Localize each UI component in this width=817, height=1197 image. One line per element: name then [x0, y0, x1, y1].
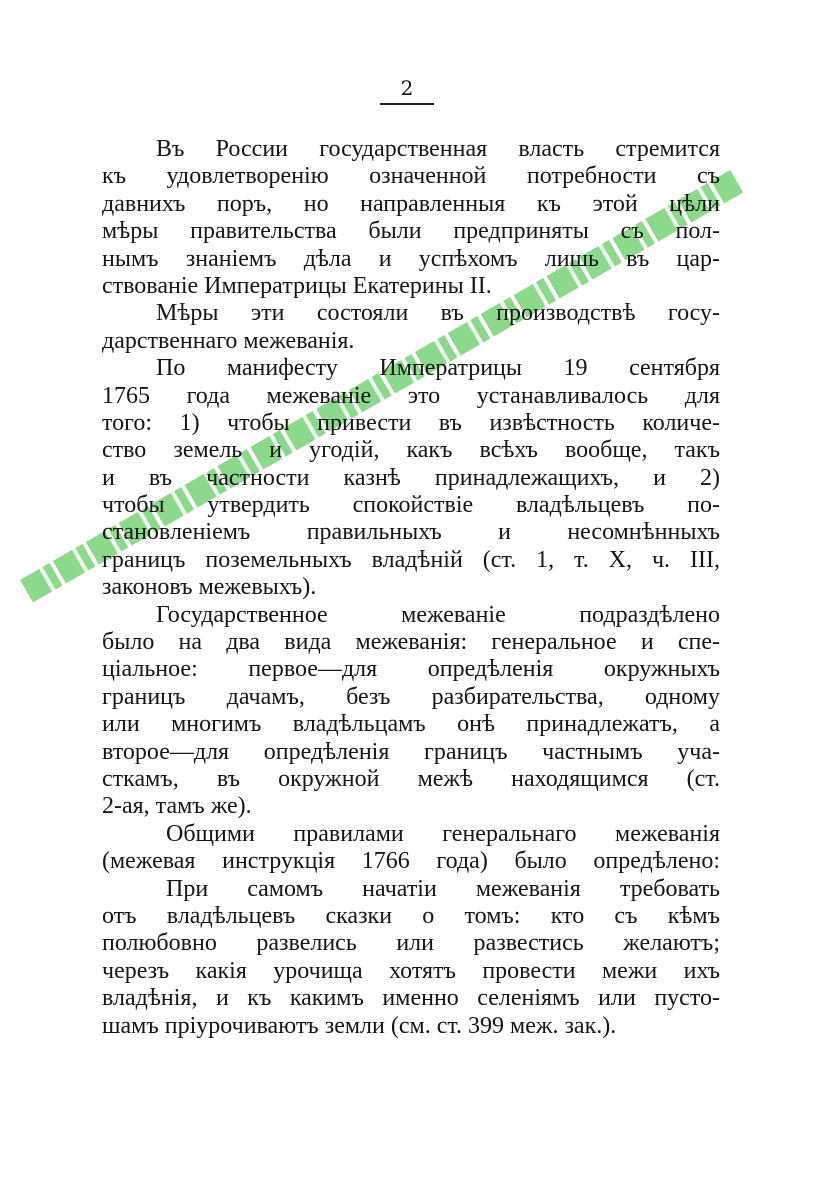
text-line: чтобы утвердить спокойствіе владѣльцевъ по-: [102, 492, 720, 519]
text-line: Государственное межеваніе подраздѣлено: [156, 601, 720, 628]
text-line: 2-ая, тамъ же).: [102, 793, 252, 820]
text-line: давнихъ поръ, но направленныя къ этой цѣли: [102, 190, 720, 217]
text-line: мѣры правительства были предприняты съ пол-: [102, 218, 720, 245]
text-line: 1765 года межеваніе это устанавливалось для: [102, 382, 720, 409]
text-line: границъ поземельныхъ владѣній (ст. 1, т. X, ч. III,: [102, 546, 720, 573]
text-line: черезъ какія урочища хотятъ провести межи ихъ: [102, 957, 720, 984]
text-line: границъ дачамъ, безъ разбирательства, одному: [102, 683, 720, 710]
text-line: (межевая инструкція 1766 года) было опредѣлено:: [102, 848, 720, 875]
text-line: ство земель и угодій, какъ всѣхъ вообще, такъ: [102, 437, 720, 464]
text-line: ствованіе Императрицы Екатерины II.: [102, 272, 492, 299]
text-line: По манифесту Императрицы 19 сентября: [156, 355, 720, 382]
body-text: [102, 136, 720, 1040]
text-line: къ удовлетворенію означенной потребности съ: [102, 163, 720, 190]
text-line: владѣнія, и къ какимъ именно селеніямъ или пусто-: [102, 985, 720, 1012]
text-line: нымъ знаніемъ дѣла и успѣхомъ лишь въ цар-: [102, 245, 720, 272]
text-line: ціальное: первое—для опредѣленія окружныхъ: [102, 656, 720, 683]
text-line: сткамъ, въ окружной межѣ находящимся (ст.: [102, 765, 720, 792]
text-line: или многимъ владѣльцамъ онѣ принадлежатъ, а: [102, 711, 720, 738]
page-number: 2: [400, 76, 414, 100]
text-line: При самомъ начатіи межеванія требовать: [166, 875, 720, 902]
text-line: становленіемъ правильныхъ и несомнѣнныхъ: [102, 519, 720, 546]
text-line: Въ России государственная власть стремится: [156, 136, 720, 162]
text-line: и въ частности казнѣ принадлежащихъ, и 2): [102, 464, 720, 491]
text-line: Мѣры эти состояли въ производствѣ госу-: [156, 300, 720, 327]
page-number-rule: [380, 103, 434, 105]
text-line: было на два вида межеванія: генеральное и спе-: [102, 629, 720, 656]
text-line: Общими правилами генеральнаго межеванія: [166, 820, 720, 847]
text-line: шамъ пріурочиваютъ земли (см. ст. 399 меж. зак.).: [102, 1012, 617, 1039]
text-line: отъ владѣльцевъ сказки о томъ: кто съ кѣмъ: [102, 902, 720, 929]
text-line: второе—для опредѣленія границъ частнымъ уча-: [102, 738, 720, 765]
text-line: того: 1) чтобы привести въ извѣстность количе-: [102, 409, 720, 436]
text-line: законовъ межевыхъ).: [102, 574, 317, 601]
text-line: дарственнаго межеванія.: [102, 327, 355, 354]
text-line: полюбовно развелись или развестись желаютъ;: [102, 930, 720, 957]
